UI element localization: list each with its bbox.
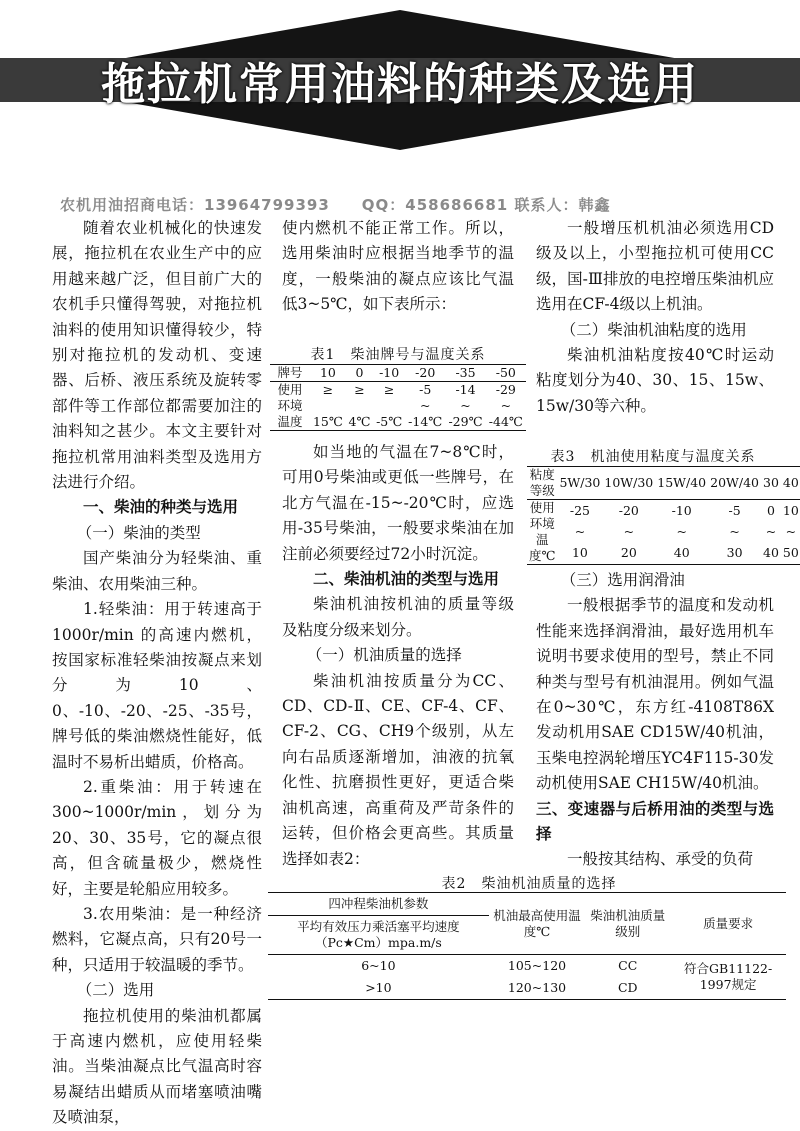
- table-cell: 30: [726, 545, 743, 561]
- table-cell: 0: [766, 502, 775, 518]
- paragraph: 柴油机油按质量分为CC、CD、CD-Ⅱ、CE、CF-4、CF、CF-2、CG、CH9个级别，从左向右品质逐渐增加，油液的抗氧化性、抗磨损性更好，更适合柴油机高速，高重荷及严苛条件的运转，但价格会更高些。其质量选择如表2：: [282, 671, 514, 868]
- table-cell: ≥: [383, 382, 395, 397]
- table-2: [268, 892, 786, 1000]
- subsection-heading: （一）柴油的类型: [76, 523, 201, 542]
- table-cell: >10: [365, 980, 392, 995]
- table-cell: -5℃: [376, 414, 403, 429]
- table-cell: -29: [495, 382, 516, 397]
- table-row-label: 使用环境温度℃: [529, 500, 556, 563]
- paragraph: 3.农用柴油：是一种经济燃料，它凝点高，只有20号一种，只适用于较温暖的季节。: [52, 904, 262, 974]
- paragraph: 拖拉机使用的柴油机都属于高速内燃机，应使用轻柴油。当柴油凝点比气温高时容易凝结出蜡质从而堵塞喷油嘴及喷油泵，: [52, 1006, 262, 1127]
- table-cell: -10: [671, 502, 692, 518]
- paragraph: 一般增压机机油必须选用CD级及以上，小型拖拉机可使用CC级，国-Ⅲ排放的电控增压柴油机应选用在CF-4级以上机油。: [536, 219, 774, 314]
- table-cell: 10: [782, 502, 799, 518]
- table-cell: -14: [455, 382, 476, 397]
- table-cell: 40: [782, 475, 799, 490]
- section-heading: 三、变速器与后桥用油的类型与选择: [536, 799, 774, 844]
- table-cell: 20W/40: [710, 475, 760, 490]
- table-cell: -14℃: [408, 414, 443, 429]
- table-cell: 6~10: [361, 958, 396, 973]
- section-heading: 二、柴油机油的类型与选用: [313, 570, 500, 589]
- table-cell: 10W/30: [604, 475, 654, 490]
- paragraph: 1.轻柴油：用于转速高于1000r/min 的高速内燃机，按国家标准轻柴油按凝点来划分为10、0、-10、-20、-25、-35号，牌号低的柴油燃烧性能好，低温时不易析出蜡质，价格高。: [52, 600, 262, 771]
- paragraph: 柴油机油按机油的质量等级及粘度分级来划分。: [282, 595, 514, 639]
- table-cell: -50: [495, 365, 516, 380]
- table-cell: ≥: [354, 382, 365, 397]
- table-cell: CD: [617, 980, 638, 995]
- table-cell: 15W/40: [657, 475, 707, 490]
- table-cell: ~: [419, 398, 431, 413]
- table-cell: 30: [763, 475, 779, 490]
- table-1: [270, 344, 526, 431]
- table-cell: 0: [355, 365, 364, 380]
- table-cell: -20: [415, 365, 436, 380]
- table-cell: 10: [571, 545, 588, 561]
- table-cell: ~: [765, 523, 777, 539]
- table-cell: [373, 398, 405, 414]
- column-2-lower: [282, 440, 514, 872]
- subsection-heading: （三）选用润滑油: [560, 571, 685, 589]
- table-caption: 表2 柴油机油质量的选择: [441, 876, 617, 892]
- table-cell: ~: [500, 398, 512, 413]
- table-cell: 4℃: [348, 414, 371, 429]
- table-cell: -44℃: [488, 414, 523, 429]
- table-cell: ~: [785, 523, 797, 539]
- table-cell: -35: [455, 365, 476, 380]
- subsection-heading: （一）机油质量的选择: [306, 646, 462, 665]
- paragraph: 使内燃机不能正常工作。所以，选用柴油时应根据当地季节的温度，一般柴油的凝点应该比气温低3~5℃，如下表所示：: [282, 219, 514, 314]
- watermark-contact: 农机用油招商电话：13964799393 QQ：458686681 联系人：韩鑫: [60, 196, 611, 214]
- paragraph: 柴油机油粘度按40℃时运动粘度划分为40、30、15、15w、15w/30等六种。: [536, 346, 774, 415]
- table-cell: -10: [379, 365, 400, 380]
- table-cell: -25: [569, 502, 590, 518]
- column-3: [536, 216, 774, 419]
- paragraph: 一般按其结构、承受的负荷: [567, 850, 754, 869]
- table-cell: 120~130: [507, 980, 567, 995]
- table-cell: ~: [623, 523, 635, 539]
- table-group-header: 四冲程柴油机参数: [268, 893, 489, 916]
- paragraph: 如当地的气温在7~8℃时，可用0号柴油或更低一些牌号，在北方气温在-15~-20℃时，应选用-35号柴油，一般要求柴油在加注前必须要经过72小时沉淀。: [282, 443, 514, 563]
- table-cell: 40: [673, 545, 690, 561]
- section-heading: 一、柴油的种类与选用: [83, 498, 239, 517]
- table-cell: -20: [618, 502, 639, 518]
- column-2: [282, 216, 514, 318]
- paragraph: 一般根据季节的温度和发动机性能来选择润滑油，最好选用机车说明书要求使用的型号，禁止不同种类与型号有机油混用。例如气温在0~30℃，东方红-4108T86X发动机用SAE CD15W/40机油，玉柴电控涡轮增压YC4F115-30发动机使用SAE CH15W/40机油。: [536, 596, 774, 793]
- table-cell: [310, 398, 346, 414]
- table-cell: 5W/30: [559, 475, 601, 490]
- table-cell: ~: [729, 523, 740, 539]
- paragraph: 国产柴油分为轻柴油、重柴油、农用柴油三种。: [52, 549, 262, 593]
- table-row-label: 牌号: [277, 365, 303, 380]
- table-header: 平均有效压力乘活塞平均速度（Pc★Cm）mpa.m/s: [297, 919, 460, 950]
- column-1: [52, 216, 262, 1131]
- table-row-label: 使用环境温度: [277, 382, 303, 429]
- column-3-lower: [536, 568, 774, 873]
- paragraph: 随着农业机械化的快速发展，拖拉机在农业生产中的应用越来越广泛，但目前广大的农机手只懂得驾驶，对拖拉机油料的使用知识懂得较少，特别对拖拉机的发动机、变速器、后桥、液压系统及旋转零部件等工作部位都需要加注的油料知之甚少。本文主要针对拖拉机常用油料类型及选用方法进行介绍。: [52, 219, 262, 492]
- table-cell: [346, 398, 373, 414]
- table-header: 质量要求: [703, 915, 754, 931]
- table-cell: 15℃: [312, 414, 343, 429]
- table-cell: -5: [728, 502, 741, 518]
- table-cell: 符合GB11122-1997规定: [684, 961, 773, 992]
- table-header: 机油最高使用温度℃: [493, 907, 581, 939]
- table-caption: 表3 机油使用粘度与温度关系: [550, 449, 756, 465]
- page-title: 拖拉机常用油料的种类及选用: [101, 59, 699, 110]
- table-cell: 50: [782, 545, 799, 561]
- table-cell: ≥: [322, 382, 334, 397]
- table-header: 柴油机油质量级别: [590, 907, 666, 939]
- table-cell: ~: [574, 523, 586, 539]
- table-cell: 10: [319, 365, 336, 380]
- table-row-label: 粘度等级: [529, 467, 555, 498]
- table-cell: 20: [620, 545, 637, 561]
- table-cell: ~: [460, 398, 471, 413]
- table-3: [527, 446, 799, 565]
- table-cell: -29℃: [448, 414, 483, 429]
- table-cell: ~: [676, 523, 687, 539]
- subsection-heading: （二）柴油机油粘度的选用: [560, 320, 747, 339]
- table-cell: 105~120: [507, 958, 567, 973]
- paragraph: 2.重柴油：用于转速在300~1000r/min，划分为20、30、35号，它的凝点很高，但含硫量极少，燃烧性好，主要是轮船应用较多。: [52, 777, 262, 898]
- table-cell: 40: [763, 545, 779, 561]
- table-cell: -5: [419, 382, 432, 397]
- table-cell: CC: [618, 958, 638, 973]
- subsection-heading: （二）选用: [76, 981, 155, 1000]
- table-caption: 表1 柴油牌号与温度关系: [310, 347, 486, 363]
